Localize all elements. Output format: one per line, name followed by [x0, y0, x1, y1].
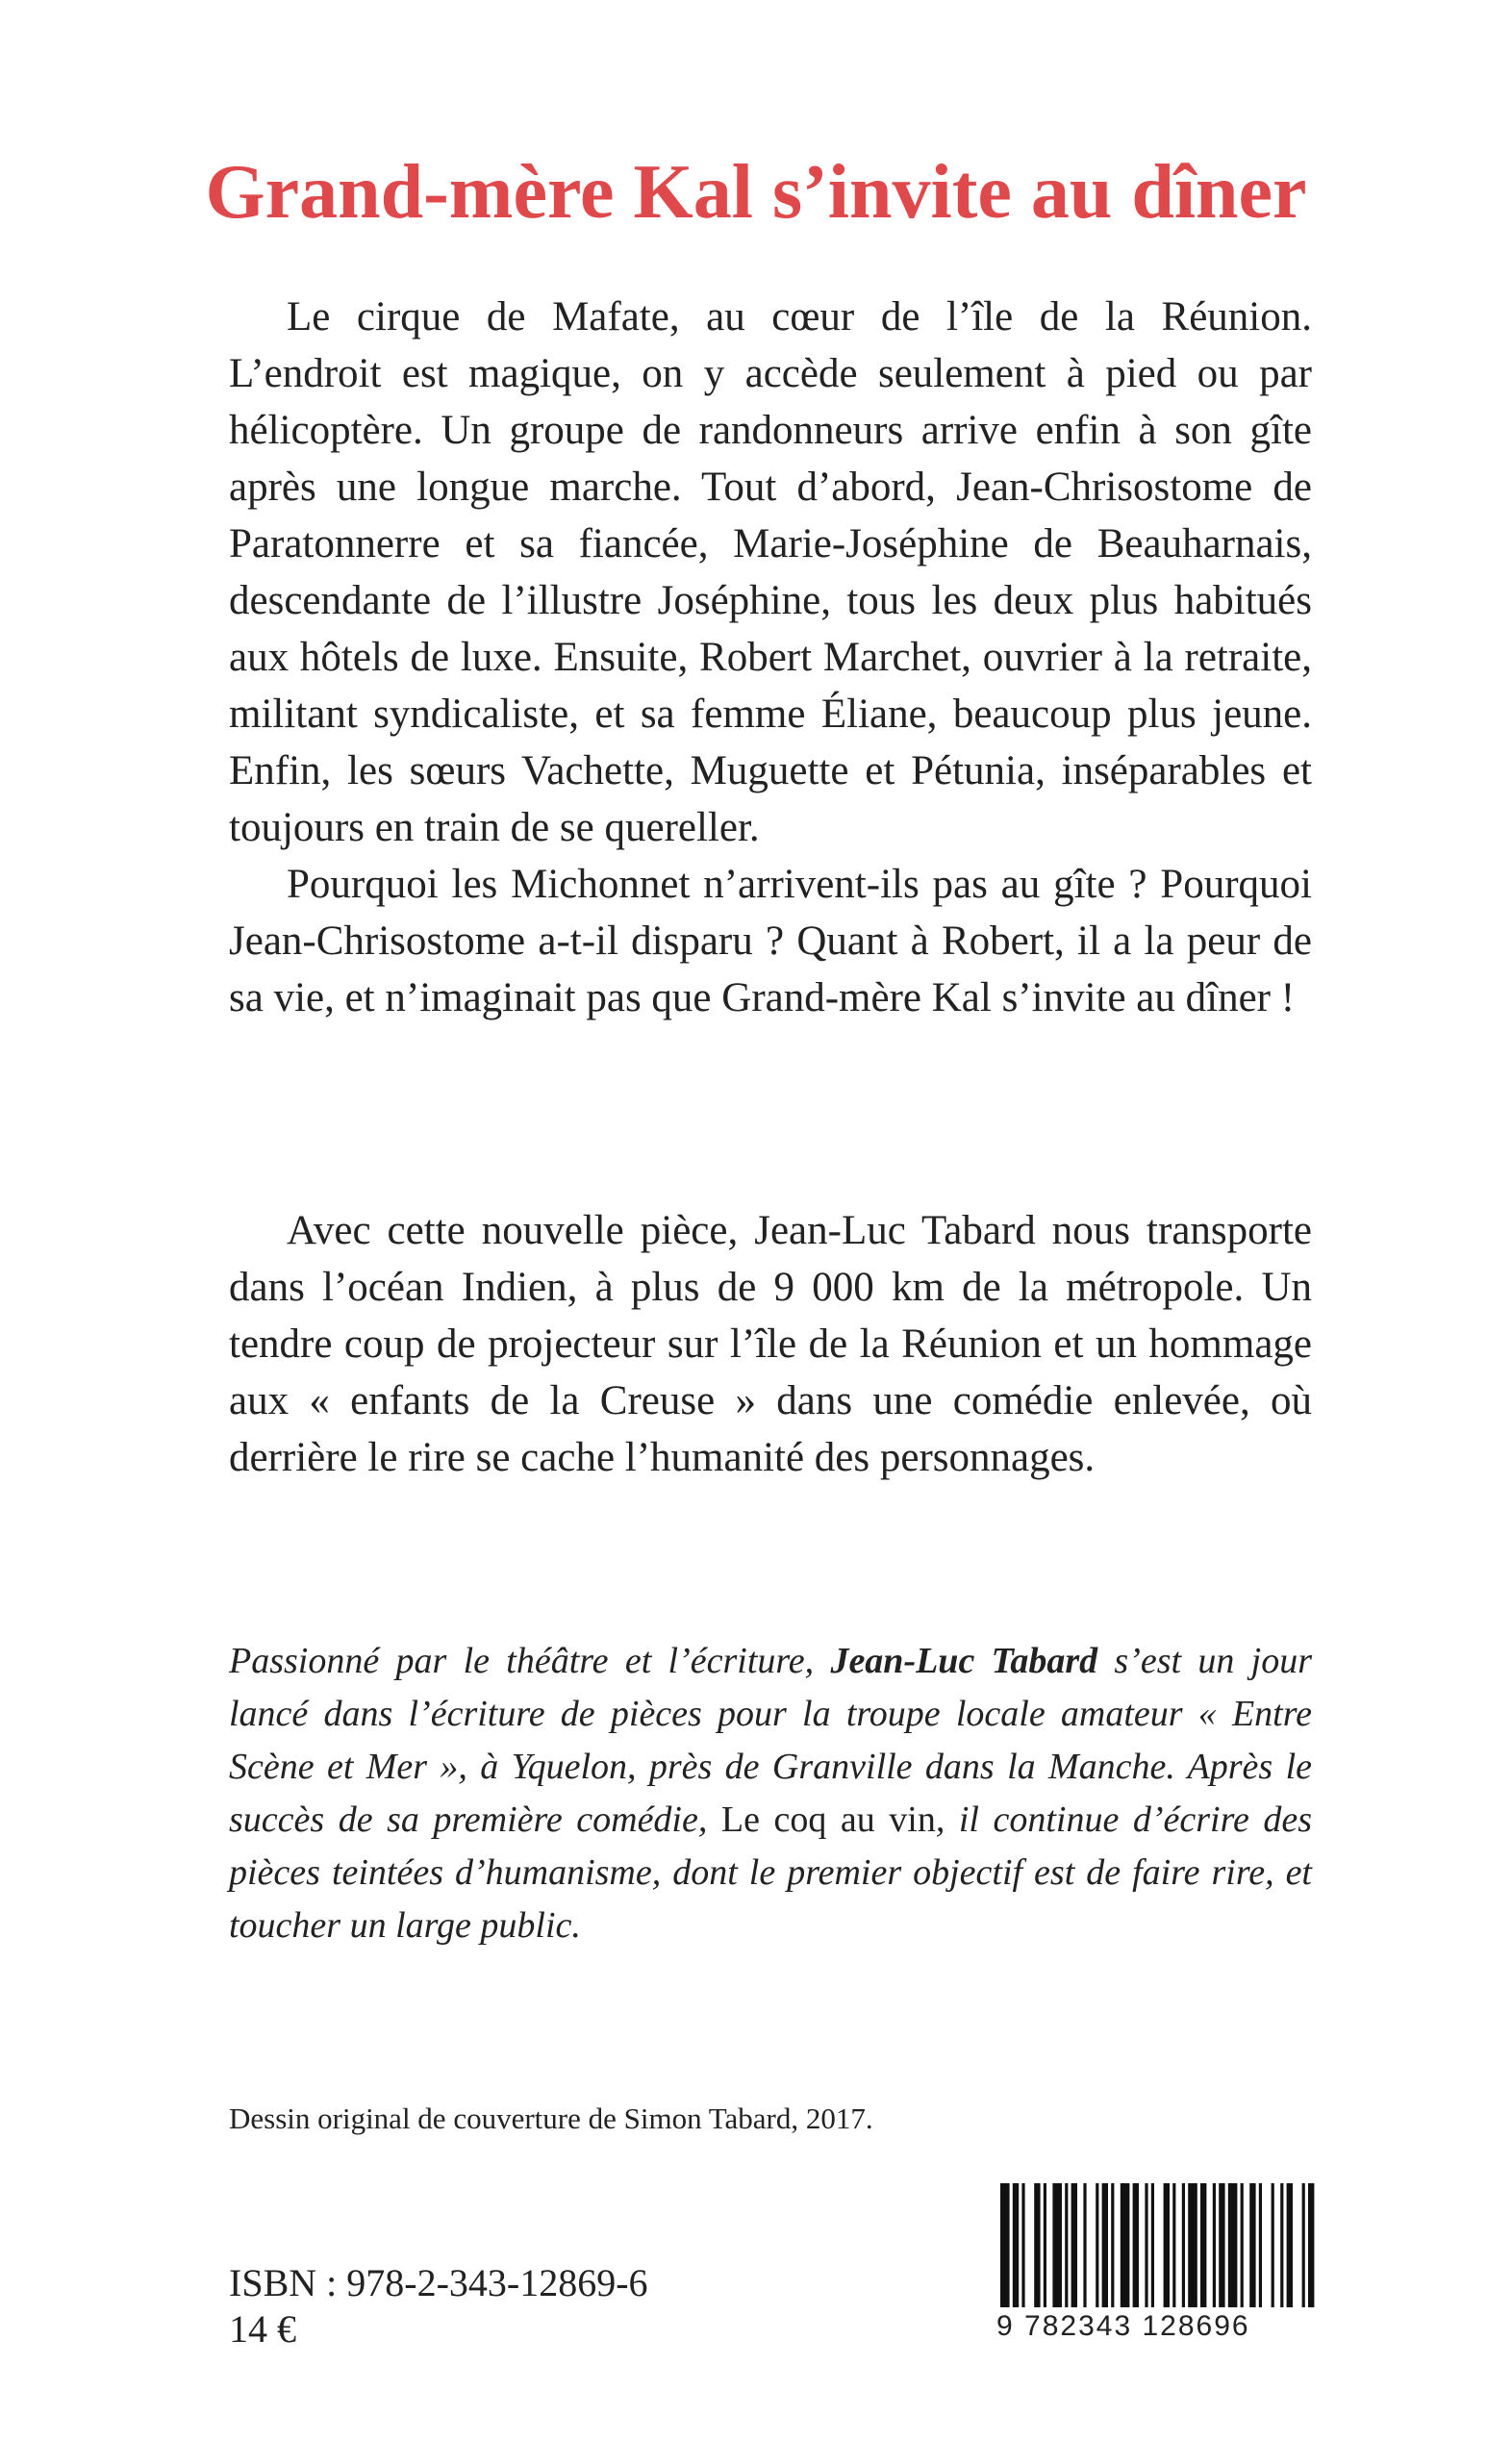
promo-text — [229, 1202, 1312, 1486]
cover-credit: Dessin original de couverture de Simon Tabard, 2017. — [229, 2101, 873, 2135]
barcode — [993, 2181, 1320, 2353]
barcode-digits: 9 782343 128696 — [993, 2307, 1320, 2346]
synopsis-paragraph-1: Le cirque de Mafate, au cœur de l’île de la Réunion. L’endroit est magique, on y accède seulement à pied ou par hélicoptère. Un groupe de randonneurs arrive enfin à son gîte après une longue marche. Tout d’abord, Jean-Chrisostome de Paratonnerre et sa fiancée, Marie-Joséphine de Beauharnais, descendante de l’illustre Joséphine, tous les deux plus habitués aux hôtels de luxe. Ensuite, Robert Marchet, ouvrier à la retraite, militant syndicaliste, et sa femme Éliane, beaucoup plus jeune. Enfin, les sœurs Vachette, Muguette et Pétunia, inséparables et toujours en train de se quereller. — [229, 294, 1312, 850]
previous-book-title: Le coq au vin — [720, 1799, 936, 1840]
author-name: Jean-Luc Tabard — [830, 1641, 1098, 1681]
book-title: Grand-mère Kal s’invite au dîner — [205, 150, 1307, 235]
bio-text-1: Passionné par le théâtre et l’écriture, — [229, 1641, 831, 1681]
promo-paragraph: Avec cette nouvelle pièce, Jean-Luc Tabard nous transporte dans l’océan Indien, à plus de 9 000 km de la métropole. Un tendre coup de projecteur sur l’île de la Réunion et un hommage aux « enfants de la Creuse » dans une comédie enlevée, où derrière le rire se cache l’humanité des personnages. — [229, 1208, 1312, 1480]
bio-text-3: , il continue d’écrire des pièces teintées d’humanisme, dont le premier objectif est de faire rire, et toucher un large public. — [229, 1799, 1312, 1946]
price: 14 € — [229, 2307, 296, 2351]
synopsis — [229, 289, 1312, 1026]
bio-text-2: s’est un jour lancé dans l’écriture de pièces pour la troupe locale amateur « Entre Scène et Mer », à Yquelon, près de Granville dans la Manche. Après le succès de sa première comédie, — [229, 1641, 1312, 1840]
author-bio-paragraph — [229, 1635, 1312, 1952]
isbn-block — [229, 2260, 648, 2353]
author-bio — [229, 1635, 1312, 1952]
isbn-number: ISBN : 978-2-343-12869-6 — [229, 2261, 648, 2304]
synopsis-paragraph-2: Pourquoi les Michonnet n’arrivent-ils pas au gîte ? Pourquoi Jean-Chrisostome a-t-il disparu ? Quant à Robert, il a la peur de sa vie, et n’imaginait pas que Grand-mère Kal s’invite au dîner ! — [229, 862, 1312, 1020]
